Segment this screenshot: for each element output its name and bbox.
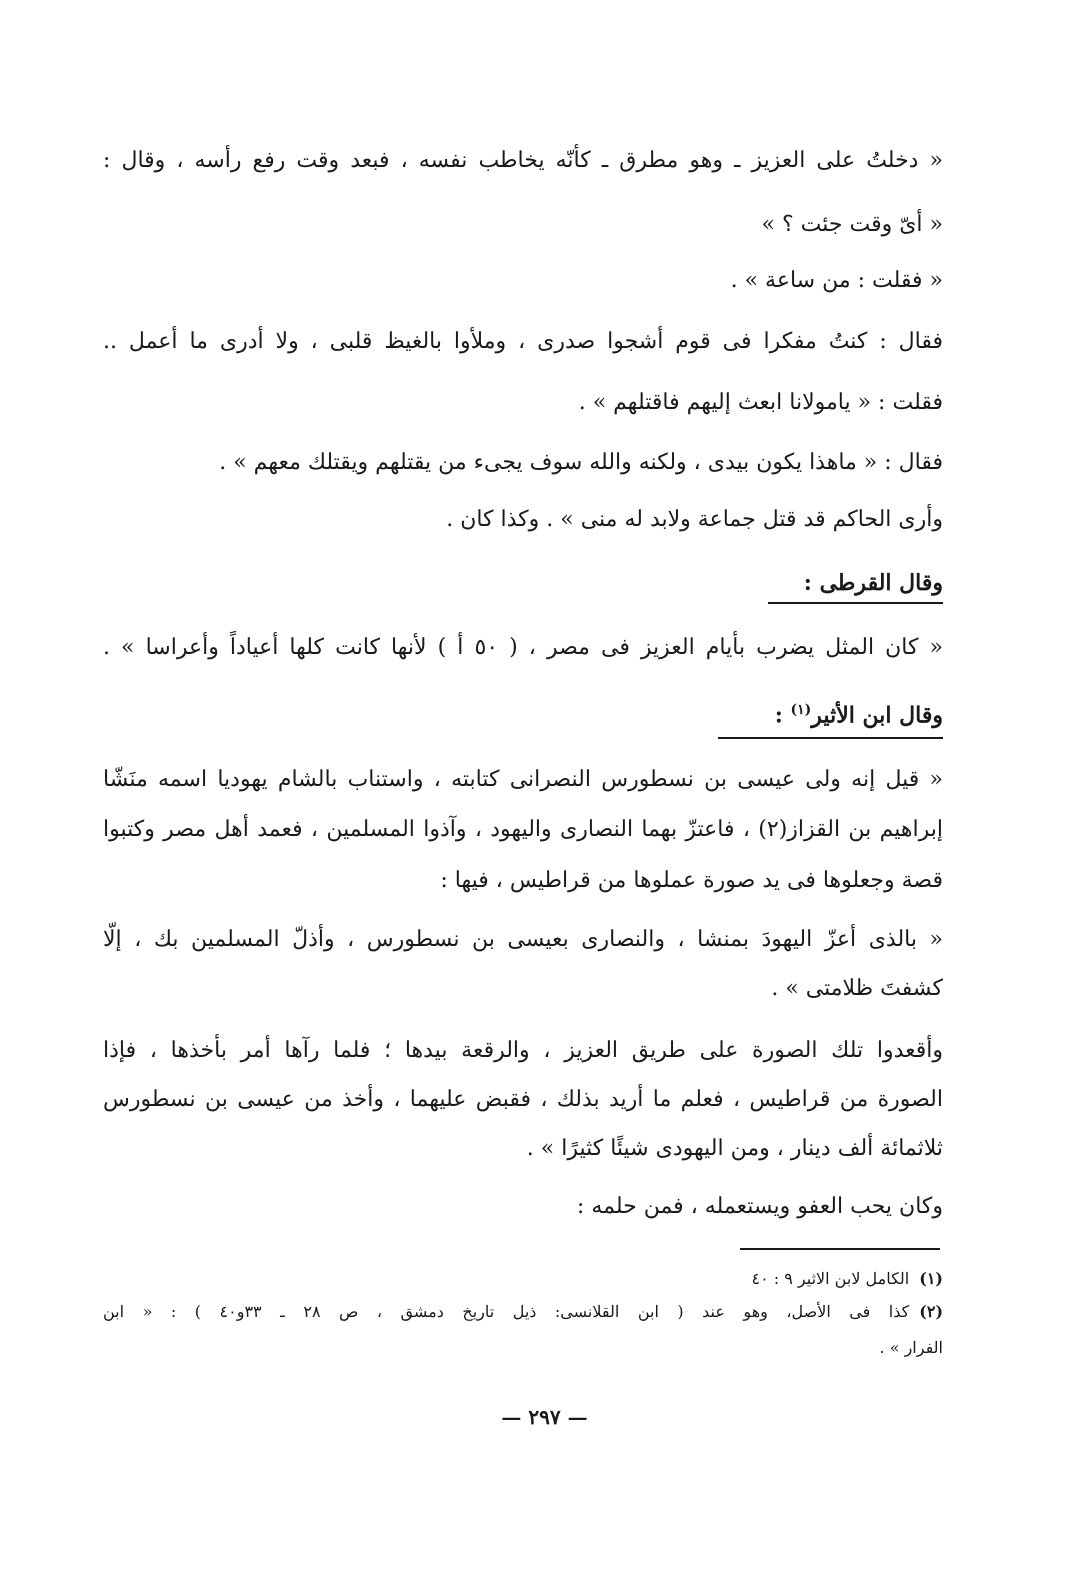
footnote-ref-1: (١) [790,702,812,718]
footnote-2 [103,1301,943,1323]
quote-line-1: « بالذى أعزّ اليهودَ بمنشا ، والنصارى بعيسى بن نسطورس ، وأذلّ المسلمين بك ، إلّا [103,927,943,952]
footnote-2-number: (٢) [919,1302,944,1321]
athir-line-1: « قيل إنه ولى عيسى بن نسطورس النصرانى كتابته ، واستناب بالشام يهوديا اسمه منَشّا [103,767,944,792]
footnote-2-text: كذا فى الأصل، وهو عند ( ابن القلانسى: ذيل تاريخ دمشق ، ص ٢٨ ـ ٣٣و٤٠ ) : « ابن [103,1302,910,1321]
footnote-1 [751,1268,943,1290]
heading-qurtubi-underline [768,602,943,604]
heading-ibn-athir [775,695,943,730]
body-line-5: فقلت : « يامولانا ابعث إليهم فاقتلهم » . [578,390,943,415]
athir-line-3: قصة وجعلوها فى يد صورة عملوها من قراطيس ، فيها : [440,868,943,893]
page-number: — ٢٩٧ — [501,1405,588,1429]
body-line-4: فقال : كنتُ مفكرا فى قوم أشجوا صدرى ، وملأوا بالغيظ قلبى ، ولا أدرى ما أعمل .. [103,329,943,354]
seated-line-1: وأقعدوا تلك الصورة على طريق العزيز ، والرقعة بيدها ؛ فلما رآها أمر بأخذها ، فإذا [103,1038,943,1063]
footnote-1-text: الكامل لابن الاثير ٩ : ٤٠ [751,1269,910,1288]
quote-line-2: كشفتَ ظلامتى » . [771,976,943,1001]
athir-line-2: إبراهيم بن القزاز(٢) ، فاعتزّ بهما النصارى واليهود ، وآذوا المسلمين ، فعمد أهل مصر وكتبوا [103,817,943,842]
body-line-2: « أىّ وقت جئت ؟ » [761,212,943,237]
qurtubi-quote: « كان المثل يضرب بأيام العزيز فى مصر ، ( ٥٠ أ ) لأنها كانت كلها أعياداً وأعراسا » . [103,635,943,660]
heading-ibn-athir-underline [718,737,943,739]
heading-ibn-athir-colon: : [774,702,791,729]
body-line-7: وأرى الحاكم قد قتل جماعة ولابد له منى » . وكذا كان . [446,507,943,532]
heading-ibn-athir-text: وقال ابن الأثير [811,702,943,729]
seated-line-3: ثلاثمائة ألف دينار ، ومن اليهودى شيئًا كثيرًا » . [526,1136,943,1161]
seated-line-2: الصورة من قراطيس ، فعلم ما أريد بذلك ، فقبض عليهما ، وأخذ من عيسى بن نسطورس [103,1087,943,1112]
heading-qurtubi: وقال القرطى : [803,570,943,596]
footnote-1-number: (١) [919,1269,943,1288]
body-line-3: « فقلت : من ساعة » . [730,268,943,293]
body-line-1: « دخلتُ على العزيز ـ وهو مطرق ـ كأنّه يخاطب نفسه ، فبعد وقت رفع رأسه ، وقال : [103,148,943,173]
footnote-rule [740,1248,940,1250]
footnote-2-continued: الفرار » . [879,1338,943,1357]
body-line-6: فقال : « ماهذا يكون بيدى ، ولكنه والله سوف يجىء من يقتلهم ويقتلك معهم » . [219,450,943,475]
closing-line: وكان يحب العفو ويستعمله ، فمن حلمه : [576,1194,943,1219]
